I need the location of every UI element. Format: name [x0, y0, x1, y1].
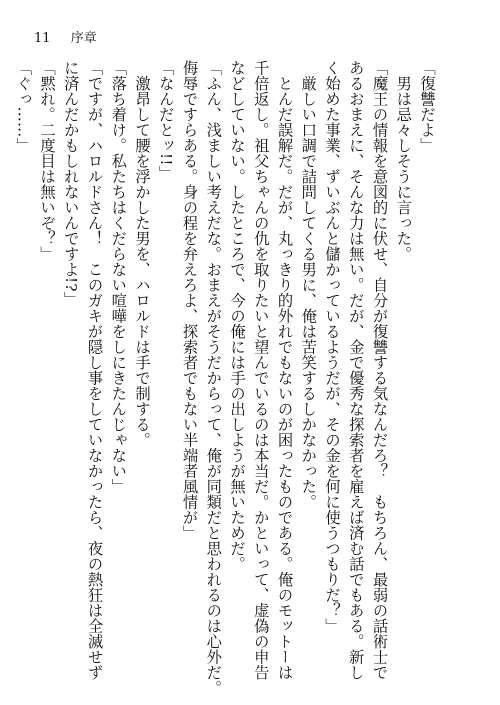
text-line: とんだ誤解だ。だが、丸っきり的外れでもないのが困ったものである。俺のモットーは: [275, 60, 294, 680]
text-line: 激昂して腰を浮かした男を、ハロルドは手で制する。: [133, 60, 151, 448]
text-line: 厳しい口調で詰問してくる男に、俺は苦笑するしかなかった。: [299, 60, 318, 510]
text-line: 「ふん、浅ましい考えだな。おまえがそうだからって、俺が同類だと思われるのは心外だ。: [204, 60, 223, 696]
text-line: 「落ち着け。私たちはくだらない喧嘩をしにきたんじゃない」: [109, 60, 128, 494]
text-line: 「黙れ。二度目は無いぞ？」: [38, 60, 56, 262]
text-line: 「なんだとッ!!」: [156, 60, 175, 182]
text-line: 「ぐっ……」: [14, 60, 33, 153]
text-line: 男は忌々しそうに言った。: [394, 60, 413, 262]
text-line: く始めた事業、ずいぶんと儲かっているようだが、その金を何に使うつもりだ？」: [323, 60, 341, 634]
text-line: あるおまえに、そんな力は無い。だが、金で優秀な探索者を雇えば済む話でもある。新し: [346, 60, 365, 680]
text-line: 「復讐だよ」: [418, 60, 436, 153]
vertical-body-text: [14, 60, 438, 696]
text-line: 「魔王の情報を意図的に伏せ、自分が復讐する気なんだろ？ もちろん、最弱の話術士で: [370, 60, 389, 680]
text-line: などしていない。したところで、今の俺には手の出しようが無いためだ。: [228, 60, 246, 572]
text-line: に済んだかもしれないんですよ!?」: [61, 60, 80, 308]
page-header: [34, 32, 97, 45]
chapter-title: 序章: [70, 31, 97, 46]
text-line: 侮辱ですらある。身の程を弁えろよ、探索者でもない半端者風情が」: [180, 60, 199, 541]
text-line: 千倍返し。祖父ちゃんの仇を取りたいと望んでいるのは本当だ。かといって、虚偽の申告: [251, 60, 270, 680]
text-line: 「ですが、ハロルドさん！ このガキが隠し事をしていなかったら、夜の熱狂は全滅せず: [85, 60, 104, 680]
page-number: 11: [34, 31, 51, 46]
